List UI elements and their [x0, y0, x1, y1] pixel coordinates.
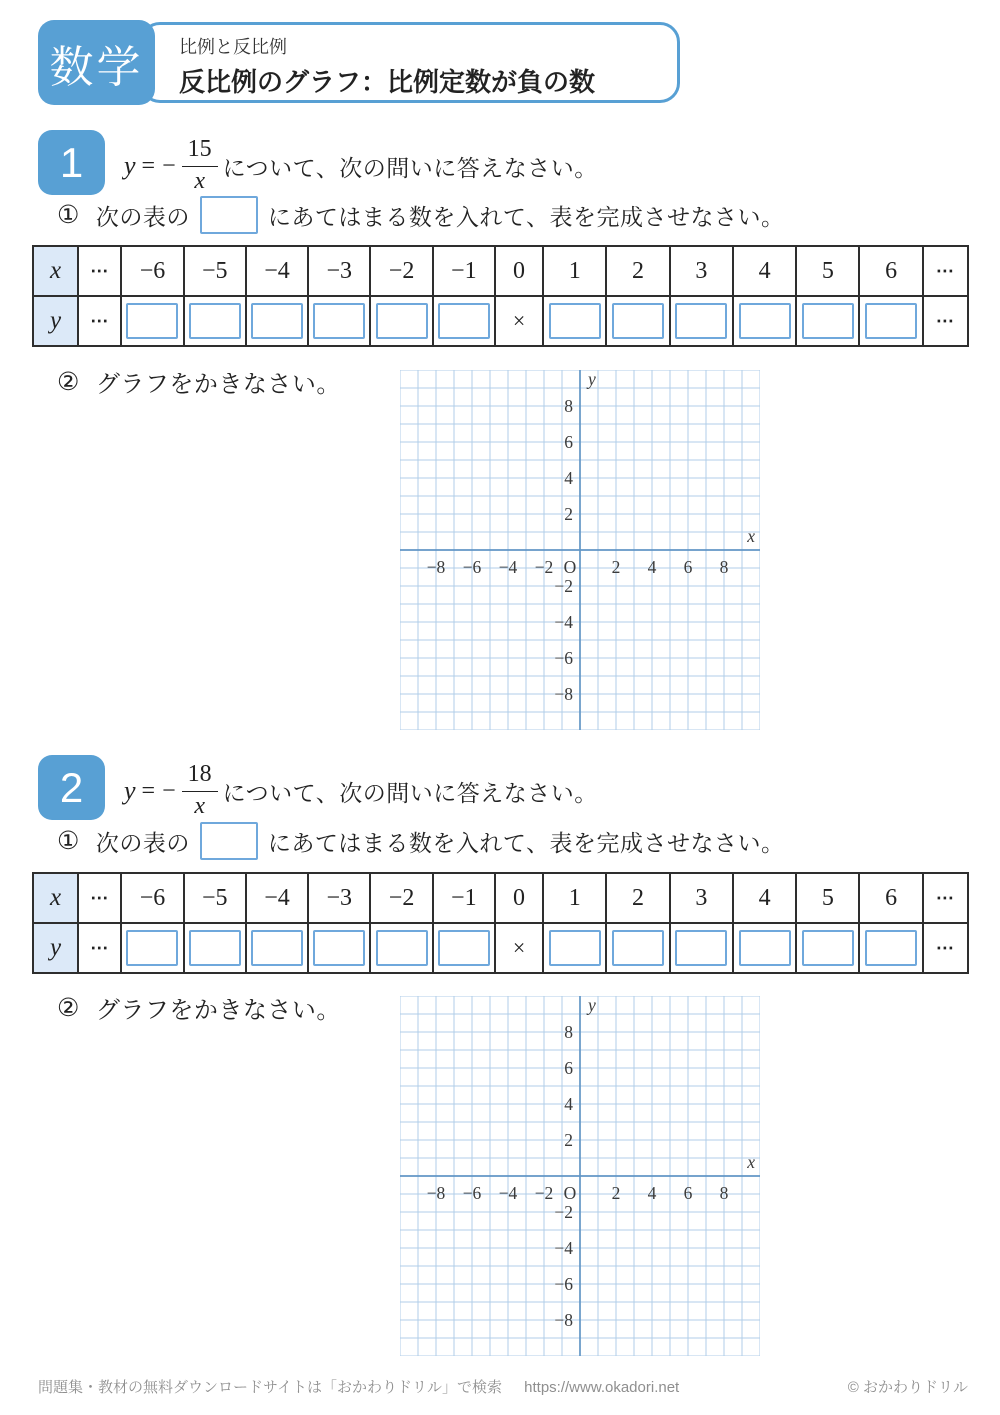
svg-text:−4: −4	[498, 557, 518, 577]
svg-text:4: 4	[647, 1183, 657, 1203]
svg-text:−4: −4	[498, 1183, 518, 1203]
answer-box[interactable]	[549, 930, 601, 966]
x-value-cell: 1	[543, 873, 606, 923]
svg-text:4: 4	[564, 1094, 573, 1114]
y-value-cell: ×	[495, 923, 543, 973]
svg-text:x: x	[747, 526, 755, 546]
y-value-cell: ⋯	[78, 923, 121, 973]
answer-box[interactable]	[438, 303, 490, 339]
question-2-text: グラフをかきなさい。	[95, 998, 341, 1024]
problem-1-question-1	[57, 196, 784, 234]
answer-box[interactable]	[438, 930, 490, 966]
answer-box[interactable]	[126, 930, 178, 966]
answer-box[interactable]	[802, 930, 854, 966]
svg-text:−8: −8	[426, 1183, 446, 1203]
y-value-cell	[433, 923, 495, 973]
problem-2-question-1	[57, 822, 784, 860]
question-1-text-before: 次の表の	[95, 830, 190, 856]
x-value-cell: 3	[670, 873, 733, 923]
y-value-cell	[859, 923, 922, 973]
svg-text:−8: −8	[426, 557, 446, 577]
svg-text:−4: −4	[554, 612, 573, 632]
problem-2-question-2	[57, 990, 341, 1025]
x-value-cell: 4	[733, 873, 796, 923]
x-value-cell: −5	[184, 246, 246, 296]
y-value-cell	[733, 923, 796, 973]
answer-box[interactable]	[739, 303, 791, 339]
answer-box[interactable]	[739, 930, 791, 966]
y-value-cell: ⋯	[78, 296, 121, 346]
equation-instruction: について、次の問いに答えなさい。	[222, 155, 598, 181]
answer-box[interactable]	[612, 303, 664, 339]
question-2-text: グラフをかきなさい。	[95, 372, 341, 398]
answer-box[interactable]	[802, 303, 854, 339]
row-header-x: x	[33, 246, 78, 296]
answer-box[interactable]	[549, 303, 601, 339]
svg-text:4: 4	[647, 557, 657, 577]
svg-text:6: 6	[564, 1058, 573, 1078]
answer-box[interactable]	[865, 930, 917, 966]
answer-box[interactable]	[612, 930, 664, 966]
y-value-cell	[670, 296, 733, 346]
x-value-cell: −1	[433, 873, 495, 923]
minus-sign: −	[162, 152, 176, 179]
row-header-y: y	[33, 923, 78, 973]
svg-text:8: 8	[564, 1022, 573, 1042]
x-value-cell: 1	[543, 246, 606, 296]
x-value-cell: 0	[495, 873, 543, 923]
worksheet-title: 反比例のグラフ：比例定数が負の数	[179, 67, 596, 97]
x-value-cell: −4	[246, 873, 308, 923]
y-value-cell	[670, 923, 733, 973]
answer-box[interactable]	[376, 930, 428, 966]
xy-value-table	[32, 245, 969, 347]
svg-text:−2: −2	[554, 1202, 573, 1222]
equals-sign: =	[141, 152, 156, 179]
x-value-cell: 6	[859, 873, 922, 923]
fraction	[182, 761, 218, 820]
answer-box[interactable]	[675, 930, 727, 966]
blank-box-sample	[200, 822, 258, 860]
problem-2-number-badge: 2	[38, 755, 105, 820]
subject-badge: 数学	[38, 20, 155, 105]
y-value-cell: ×	[495, 296, 543, 346]
equation-instruction: について、次の問いに答えなさい。	[222, 780, 598, 806]
row-header-y: y	[33, 296, 78, 346]
svg-text:−4: −4	[554, 1238, 573, 1258]
y-value-cell	[121, 296, 183, 346]
x-value-cell: −5	[184, 873, 246, 923]
y-value-cell	[796, 296, 859, 346]
x-value-cell: −2	[370, 246, 432, 296]
y-value-cell	[733, 296, 796, 346]
question-1-marker: ①	[57, 828, 80, 855]
svg-text:−2: −2	[534, 1183, 554, 1203]
svg-text:2: 2	[611, 557, 621, 577]
x-value-cell: −3	[308, 873, 370, 923]
svg-text:y: y	[588, 370, 596, 389]
question-2-marker: ②	[57, 994, 80, 1022]
y-value-cell	[433, 296, 495, 346]
x-value-cell: 3	[670, 246, 733, 296]
answer-box[interactable]	[189, 930, 241, 966]
answer-box[interactable]	[189, 303, 241, 339]
question-1-marker: ①	[57, 202, 80, 229]
fraction-numerator: 18	[182, 761, 218, 792]
x-value-cell: 5	[796, 873, 859, 923]
svg-text:6: 6	[683, 557, 693, 577]
graph-canvas-1[interactable]	[400, 370, 760, 730]
y-value-cell	[859, 296, 922, 346]
svg-text:2: 2	[564, 504, 573, 524]
svg-text:−6: −6	[462, 557, 482, 577]
svg-text:2: 2	[564, 1130, 573, 1150]
x-value-cell: −4	[246, 246, 308, 296]
y-value-cell	[606, 923, 669, 973]
value-table-1	[32, 245, 969, 347]
x-value-cell: ⋯	[923, 246, 968, 296]
svg-text:−6: −6	[554, 648, 573, 668]
y-value-cell	[246, 296, 308, 346]
x-value-cell: −3	[308, 246, 370, 296]
x-value-cell: 0	[495, 246, 543, 296]
x-value-cell: −2	[370, 873, 432, 923]
answer-box[interactable]	[313, 930, 365, 966]
question-1-text-after: にあてはまる数を入れて、表を完成させなさい。	[267, 204, 785, 230]
footer-url: https://www.okadori.net	[524, 1379, 680, 1396]
problem-1-question-2	[57, 364, 341, 399]
y-value-cell	[121, 923, 183, 973]
x-value-cell: 4	[733, 246, 796, 296]
y-value-cell	[308, 923, 370, 973]
svg-text:6: 6	[564, 432, 573, 452]
x-value-cell: −6	[121, 873, 183, 923]
graph-canvas-2[interactable]	[400, 996, 760, 1356]
problem-2-equation	[124, 758, 598, 824]
svg-text:8: 8	[719, 557, 729, 577]
svg-text:O: O	[563, 1183, 577, 1203]
y-value-cell	[796, 923, 859, 973]
y-value-cell	[543, 923, 606, 973]
fraction-denominator: x	[194, 793, 205, 819]
x-value-cell: 2	[606, 873, 669, 923]
y-value-cell	[184, 296, 246, 346]
svg-text:y: y	[588, 996, 596, 1015]
answer-box[interactable]	[313, 303, 365, 339]
equation-lhs: y	[124, 151, 136, 180]
problem-1-number-badge: 1	[38, 130, 105, 195]
svg-text:−2: −2	[554, 576, 573, 596]
x-value-cell: −1	[433, 246, 495, 296]
answer-box[interactable]	[865, 303, 917, 339]
x-value-cell: 2	[606, 246, 669, 296]
y-value-cell	[308, 296, 370, 346]
svg-text:−8: −8	[554, 684, 573, 704]
answer-box[interactable]	[251, 930, 303, 966]
x-value-cell: ⋯	[78, 246, 121, 296]
svg-text:O: O	[563, 557, 577, 577]
answer-box[interactable]	[675, 303, 727, 339]
answer-box[interactable]	[126, 303, 178, 339]
equation-lhs: y	[124, 776, 136, 805]
svg-text:−6: −6	[554, 1274, 573, 1294]
footer-copyright: © おかわりドリル	[847, 1379, 968, 1396]
unit-label: 比例と反比例	[179, 37, 287, 57]
worksheet-title-box	[140, 22, 680, 103]
svg-text:6: 6	[683, 1183, 693, 1203]
svg-text:−2: −2	[534, 557, 554, 577]
x-value-cell: −6	[121, 246, 183, 296]
y-value-cell: ⋯	[923, 923, 968, 973]
problem-1-equation	[124, 133, 598, 199]
answer-box[interactable]	[376, 303, 428, 339]
y-value-cell	[184, 923, 246, 973]
fraction-numerator: 15	[182, 136, 218, 167]
x-value-cell: ⋯	[78, 873, 121, 923]
y-value-cell	[246, 923, 308, 973]
svg-text:4: 4	[564, 468, 573, 488]
value-table-2	[32, 872, 969, 974]
fraction-denominator: x	[194, 168, 205, 194]
equals-sign: =	[141, 777, 156, 804]
svg-text:8: 8	[719, 1183, 729, 1203]
x-value-cell: ⋯	[923, 873, 968, 923]
y-value-cell	[543, 296, 606, 346]
x-value-cell: 6	[859, 246, 922, 296]
footer-site-info	[38, 1376, 679, 1397]
svg-text:8: 8	[564, 396, 573, 416]
blank-box-sample	[200, 196, 258, 234]
row-header-x: x	[33, 873, 78, 923]
y-value-cell	[370, 923, 432, 973]
xy-value-table	[32, 872, 969, 974]
svg-text:2: 2	[611, 1183, 621, 1203]
fraction	[182, 136, 218, 195]
question-1-text-after: にあてはまる数を入れて、表を完成させなさい。	[267, 830, 785, 856]
question-2-marker: ②	[57, 368, 80, 396]
question-1-text-before: 次の表の	[95, 204, 190, 230]
minus-sign: −	[162, 777, 176, 804]
footer-search-text: 問題集・教材の無料ダウンロードサイトは「おかわりドリル」で検索	[38, 1379, 502, 1396]
y-value-cell	[370, 296, 432, 346]
y-value-cell: ⋯	[923, 296, 968, 346]
answer-box[interactable]	[251, 303, 303, 339]
x-value-cell: 5	[796, 246, 859, 296]
svg-text:−6: −6	[462, 1183, 482, 1203]
svg-text:−8: −8	[554, 1310, 573, 1330]
svg-text:x: x	[747, 1152, 755, 1172]
y-value-cell	[606, 296, 669, 346]
